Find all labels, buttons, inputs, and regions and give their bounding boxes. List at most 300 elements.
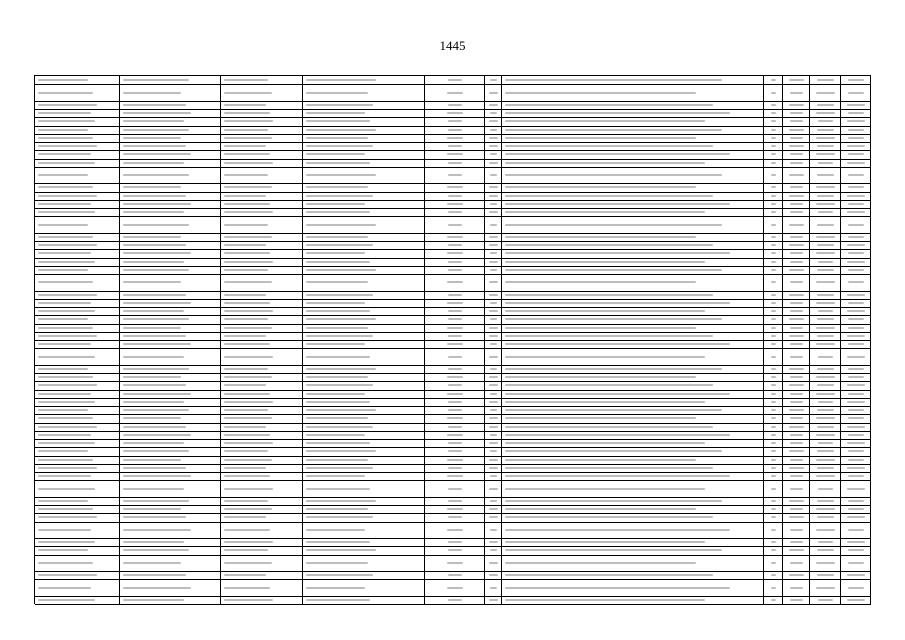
cell-placeholder [490,203,498,205]
cell-placeholder [505,409,722,411]
cell-placeholder [816,587,834,589]
cell-placeholder [848,376,865,378]
cell-placeholder [38,186,93,188]
cell-placeholder [38,129,88,131]
cell-placeholder [789,195,803,197]
cell-placeholder [771,186,776,188]
cell-placeholder [771,459,776,461]
cell-placeholder [224,475,270,477]
cell-placeholder [224,252,270,254]
cell-placeholder [817,500,834,502]
cell-placeholder [224,434,270,436]
cell-placeholder [505,368,722,370]
cell-placeholder [848,137,865,139]
cell-placeholder [848,79,863,81]
cell-placeholder [817,574,834,576]
cell-placeholder [448,224,463,226]
cell-placeholder [306,104,373,106]
cell-placeholder [771,541,776,543]
cell-placeholder [771,475,776,477]
cell-placeholder [306,356,370,358]
cell-placeholder [505,562,696,564]
cell-placeholder [848,508,865,510]
cell-placeholder [771,409,776,411]
cell-placeholder [38,409,88,411]
cell-placeholder [38,145,97,147]
cell-placeholder [306,384,373,386]
cell-placeholder [38,269,88,271]
cell-placeholder [306,434,365,436]
cell-placeholder [789,174,804,176]
cell-placeholder [505,442,705,444]
cell-placeholder [306,310,370,312]
cell-placeholder [38,467,97,469]
cell-placeholder [224,120,273,122]
cell-placeholder [790,541,804,543]
cell-placeholder [771,112,776,114]
cell-placeholder [790,112,802,114]
cell-placeholder [123,137,181,139]
cell-placeholder [123,236,181,238]
cell-placeholder [224,318,268,320]
cell-placeholder [789,129,804,131]
cell-placeholder [224,343,270,345]
cell-placeholder [790,488,804,490]
cell-placeholder [489,244,498,246]
cell-placeholder [789,549,804,551]
cell-placeholder [771,79,776,81]
cell-placeholder [224,294,266,296]
cell-placeholder [123,459,181,461]
cell-placeholder [771,434,776,436]
cell-placeholder [848,393,864,395]
cell-placeholder [489,281,497,283]
cell-placeholder [847,310,864,312]
cell-placeholder [123,516,186,518]
cell-placeholder [224,549,268,551]
cell-placeholder [306,393,365,395]
cell-placeholder [448,162,462,164]
cell-placeholder [847,356,864,358]
cell-placeholder [224,137,272,139]
cell-placeholder [489,137,497,139]
cell-placeholder [771,401,776,403]
cell-placeholder [816,562,835,564]
cell-placeholder [816,434,834,436]
cell-placeholder [489,467,498,469]
cell-placeholder [123,120,184,122]
cell-placeholder [817,145,834,147]
cell-placeholder [224,281,272,283]
cell-placeholder [489,401,497,403]
cell-placeholder [306,587,365,589]
cell-placeholder [505,195,713,197]
cell-placeholder [306,211,370,213]
cell-placeholder [224,516,266,518]
table-row [35,84,871,102]
cell-placeholder [490,129,497,131]
cell-placeholder [816,302,834,304]
cell-placeholder [848,186,865,188]
cell-placeholder [489,516,498,518]
cell-placeholder [847,162,864,164]
cell-placeholder [790,376,803,378]
cell-placeholder [771,302,776,304]
cell-placeholder [771,162,776,164]
cell-placeholder [38,137,93,139]
cell-placeholder [306,302,365,304]
cell-placeholder [489,186,497,188]
cell-placeholder [448,488,462,490]
cell-placeholder [818,401,834,403]
cell-placeholder [848,281,865,283]
page-number: 1445 [439,38,466,53]
cell-placeholder [490,79,497,81]
cell-placeholder [123,343,191,345]
cell-placeholder [790,137,803,139]
cell-placeholder [38,236,93,238]
cell-placeholder [505,450,722,452]
cell-placeholder [505,203,730,205]
cell-placeholder [489,104,498,106]
cell-placeholder [790,508,803,510]
cell-placeholder [123,401,184,403]
cell-placeholder [817,549,834,551]
cell-placeholder [123,508,181,510]
cell-placeholder [447,393,463,395]
cell-placeholder [505,79,722,81]
cell-placeholder [771,269,776,271]
cell-placeholder [306,120,370,122]
cell-placeholder [490,224,497,226]
cell-placeholder [447,281,463,283]
cell-placeholder [818,162,834,164]
cell-placeholder [848,112,864,114]
cell-placeholder [38,599,95,601]
cell-placeholder [490,409,497,411]
cell-placeholder [771,153,776,155]
cell-placeholder [224,153,270,155]
cell-placeholder [38,434,91,436]
cell-placeholder [38,310,95,312]
cell-placeholder [224,79,268,81]
cell-placeholder [505,343,730,345]
cell-placeholder [123,368,189,370]
cell-placeholder [123,529,191,531]
table-row [35,216,871,234]
cell-placeholder [306,162,370,164]
cell-placeholder [790,120,804,122]
cell-placeholder [789,335,803,337]
cell-placeholder [771,92,776,94]
cell-placeholder [123,294,186,296]
cell-placeholder [490,368,497,370]
cell-placeholder [447,508,463,510]
cell-placeholder [816,252,834,254]
cell-placeholder [789,294,803,296]
table-row [35,596,871,605]
cell-placeholder [447,529,463,531]
cell-placeholder [306,599,370,601]
table-row [35,480,871,498]
cell-placeholder [771,335,775,337]
cell-placeholder [123,450,189,452]
cell-placeholder [771,426,775,428]
cell-placeholder [790,211,804,213]
cell-placeholder [790,356,804,358]
cell-placeholder [38,261,95,263]
cell-placeholder [306,541,370,543]
cell-placeholder [224,376,272,378]
cell-placeholder [306,343,365,345]
cell-placeholder [489,211,497,213]
cell-placeholder [847,442,864,444]
cell-placeholder [505,508,696,510]
cell-placeholder [306,186,368,188]
cell-placeholder [123,92,181,94]
cell-placeholder [505,516,713,518]
cell-placeholder [771,195,775,197]
cell-placeholder [447,376,463,378]
cell-placeholder [847,467,865,469]
cell-placeholder [490,529,498,531]
cell-placeholder [38,426,97,428]
cell-placeholder [505,294,713,296]
cell-placeholder [447,236,463,238]
cell-placeholder [505,318,722,320]
cell-placeholder [38,459,93,461]
cell-placeholder [847,294,865,296]
cell-placeholder [123,335,186,337]
cell-placeholder [38,401,95,403]
cell-placeholder [771,384,775,386]
cell-placeholder [38,516,97,518]
cell-placeholder [224,211,273,213]
cell-placeholder [306,195,373,197]
table-row [35,579,871,597]
cell-placeholder [123,442,184,444]
cell-placeholder [505,417,696,419]
cell-placeholder [447,562,463,564]
cell-placeholder [505,356,705,358]
cell-placeholder [306,252,365,254]
cell-placeholder [817,195,834,197]
cell-placeholder [224,574,266,576]
cell-placeholder [505,475,730,477]
cell-placeholder [847,120,864,122]
cell-placeholder [306,401,370,403]
cell-placeholder [847,541,864,543]
cell-placeholder [306,244,373,246]
cell-placeholder [818,261,834,263]
cell-placeholder [818,488,834,490]
cell-placeholder [38,174,88,176]
cell-placeholder [306,442,370,444]
cell-placeholder [490,450,497,452]
cell-placeholder [505,252,730,254]
cell-placeholder [306,417,368,419]
cell-placeholder [505,467,713,469]
cell-placeholder [505,92,696,94]
cell-placeholder [790,310,804,312]
cell-placeholder [505,401,705,403]
cell-placeholder [38,252,91,254]
cell-placeholder [816,508,835,510]
cell-placeholder [38,302,91,304]
cell-placeholder [489,574,498,576]
cell-placeholder [848,302,864,304]
cell-placeholder [123,302,191,304]
cell-placeholder [789,500,804,502]
cell-placeholder [817,426,834,428]
cell-placeholder [790,562,803,564]
cell-placeholder [224,129,268,131]
cell-placeholder [224,162,273,164]
cell-placeholder [505,541,705,543]
cell-placeholder [448,294,462,296]
cell-placeholder [847,145,865,147]
cell-placeholder [448,174,463,176]
cell-placeholder [848,129,863,131]
cell-placeholder [771,310,776,312]
cell-placeholder [490,434,498,436]
cell-placeholder [816,203,834,205]
cell-placeholder [847,195,865,197]
cell-placeholder [818,310,834,312]
cell-placeholder [848,92,865,94]
cell-placeholder [448,401,462,403]
cell-placeholder [123,541,184,543]
cell-placeholder [490,393,498,395]
cell-placeholder [224,587,270,589]
cell-placeholder [817,244,834,246]
cell-placeholder [448,195,462,197]
cell-placeholder [505,529,730,531]
cell-placeholder [790,401,804,403]
cell-placeholder [771,261,776,263]
cell-placeholder [505,500,722,502]
cell-placeholder [505,244,713,246]
cell-placeholder [123,376,181,378]
cell-placeholder [38,562,93,564]
cell-placeholder [224,459,272,461]
cell-placeholder [123,488,184,490]
cell-placeholder [306,112,365,114]
cell-placeholder [816,459,835,461]
cell-placeholder [224,335,266,337]
cell-placeholder [123,174,189,176]
cell-placeholder [38,384,97,386]
cell-placeholder [306,203,365,205]
cell-placeholder [306,153,365,155]
cell-placeholder [306,549,376,551]
cell-placeholder [848,343,864,345]
cell-placeholder [505,434,730,436]
cell-placeholder [123,310,184,312]
cell-placeholder [489,417,497,419]
cell-placeholder [224,401,273,403]
cell-placeholder [771,574,775,576]
cell-placeholder [489,488,497,490]
cell-placeholder [123,562,181,564]
cell-placeholder [306,426,373,428]
cell-placeholder [123,384,186,386]
cell-placeholder [848,434,864,436]
cell-placeholder [790,417,803,419]
cell-placeholder [505,211,705,213]
cell-placeholder [448,335,462,337]
cell-placeholder [847,261,864,263]
cell-placeholder [224,261,273,263]
cell-placeholder [771,137,776,139]
cell-placeholder [771,104,775,106]
cell-placeholder [489,162,497,164]
cell-placeholder [38,343,91,345]
cell-placeholder [789,384,803,386]
cell-placeholder [817,450,834,452]
cell-placeholder [448,516,462,518]
cell-placeholder [505,145,713,147]
cell-placeholder [771,368,776,370]
cell-placeholder [848,236,865,238]
cell-placeholder [816,529,834,531]
cell-placeholder [224,203,270,205]
cell-placeholder [771,549,776,551]
cell-placeholder [306,574,373,576]
cell-placeholder [448,442,462,444]
cell-placeholder [817,368,834,370]
cell-placeholder [790,459,803,461]
cell-placeholder [771,244,775,246]
cell-placeholder [38,112,91,114]
cell-placeholder [306,224,376,226]
cell-placeholder [490,343,498,345]
cell-placeholder [816,327,835,329]
cell-placeholder [123,203,191,205]
cell-placeholder [306,488,370,490]
cell-placeholder [447,203,463,205]
cell-placeholder [489,508,497,510]
cell-placeholder [123,244,186,246]
cell-placeholder [847,401,864,403]
cell-placeholder [490,318,497,320]
cell-placeholder [505,129,722,131]
cell-placeholder [489,236,497,238]
cell-placeholder [123,318,189,320]
cell-placeholder [789,450,804,452]
cell-placeholder [816,417,835,419]
cell-placeholder [489,442,497,444]
cell-placeholder [306,508,368,510]
cell-placeholder [224,529,270,531]
cell-placeholder [847,335,865,337]
cell-placeholder [38,450,88,452]
cell-placeholder [38,356,95,358]
cell-placeholder [38,203,91,205]
cell-placeholder [771,562,776,564]
cell-placeholder [847,488,864,490]
cell-placeholder [848,252,864,254]
cell-placeholder [38,120,95,122]
cell-placeholder [505,153,730,155]
cell-placeholder [123,211,184,213]
cell-placeholder [505,162,705,164]
cell-placeholder [448,318,463,320]
cell-placeholder [224,244,266,246]
cell-placeholder [790,252,802,254]
cell-placeholder [505,310,705,312]
cell-placeholder [224,488,273,490]
